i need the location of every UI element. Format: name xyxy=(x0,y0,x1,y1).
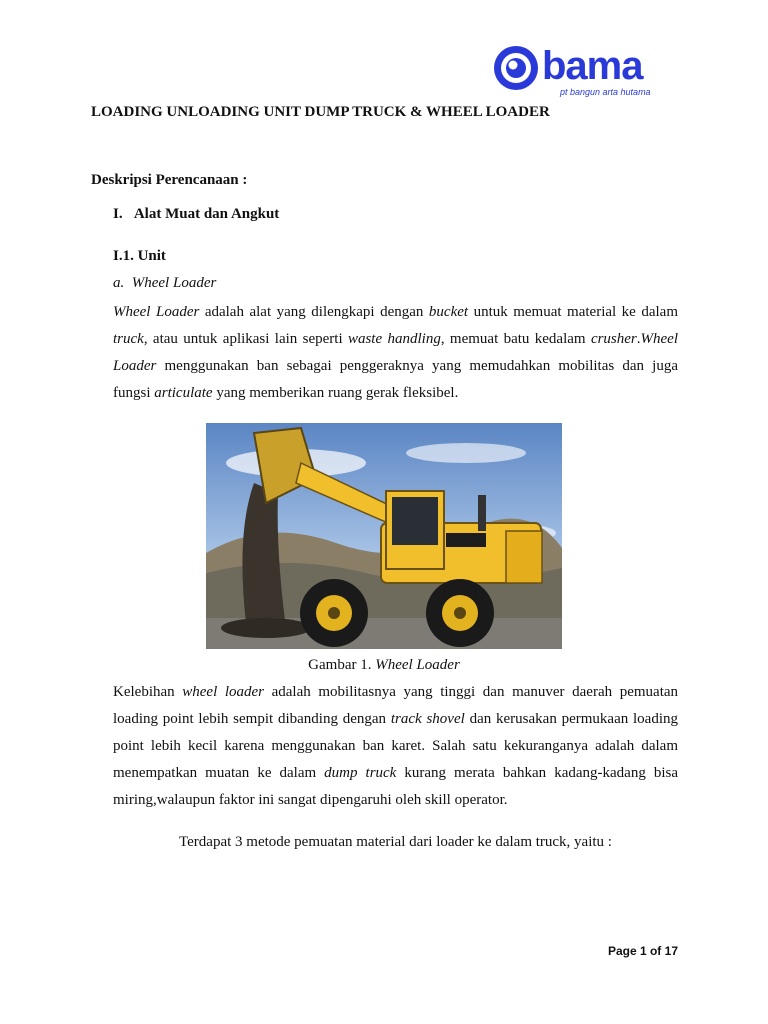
page-current: 1 xyxy=(639,944,647,958)
document-title: LOADING UNLOADING UNIT DUMP TRUCK & WHEEL LOADER xyxy=(91,104,550,120)
text-span: untuk memuat material ke dalam xyxy=(468,304,678,320)
text-span: wheel loader xyxy=(182,684,265,700)
wheel-loader-illustration xyxy=(206,423,562,649)
bama-logo-icon xyxy=(492,44,546,98)
text-span: yang memberikan ruang gerak fleksibel. xyxy=(212,385,459,401)
deskripsi-heading: Deskripsi Perencanaan : xyxy=(91,172,248,188)
caption-italic: Wheel Loader xyxy=(375,657,460,673)
text-span: waste handling xyxy=(347,331,441,347)
page-number xyxy=(560,944,678,958)
text-span: crusher xyxy=(590,331,637,347)
sub-item-a xyxy=(113,275,216,292)
text-span: , atau untuk aplikasi lain seperti xyxy=(143,331,348,347)
subsection-heading-1-1: I.1. Unit xyxy=(113,248,166,264)
text-span: dan kerusakan permukaan loading point lebih kecil karena menggunakan ban karet. Salah satu kekuranganya adalah dalam menempatkan muatan ke dalam xyxy=(113,711,679,781)
text-span: kurang merata bahkan kadang-kadang bisa miring,walaupun faktor ini sangat dipengaruhi oleh skill operator. xyxy=(113,765,678,808)
page-prefix: Page xyxy=(607,944,640,958)
text-span: menggunakan ban sebagai penggeraknya yang memudahkan mobilitas dan juga fungsi xyxy=(113,358,678,401)
sub-item-letter: a. xyxy=(113,275,125,291)
methods-intro: Terdapat 3 metode pemuatan material dari loader ke dalam truck, yaitu : xyxy=(179,834,612,850)
text-span: . xyxy=(636,331,641,347)
page-total: 17 xyxy=(664,944,678,958)
text-span: track shovel xyxy=(390,711,465,727)
section-number: I. xyxy=(113,206,123,222)
sub-item-label: Wheel Loader xyxy=(131,275,217,291)
logo-wordmark: bama xyxy=(542,44,643,88)
text-span: adalah mobilitasnya yang tinggi dan manuver daerah pemuatan loading point lebih sempit dibanding dengan xyxy=(113,684,679,727)
paragraph-advantages xyxy=(113,679,678,814)
wheel-loader-photo xyxy=(206,423,562,649)
section-heading-1 xyxy=(113,206,279,223)
text-span: adalah alat yang dilengkapi dengan xyxy=(199,304,429,320)
text-span: truck xyxy=(113,331,144,347)
logo-subtitle: pt bangun arta hutama xyxy=(560,87,651,97)
figure-caption xyxy=(206,657,562,674)
text-span: , memuat batu kedalam xyxy=(440,331,591,347)
page-sep: of xyxy=(646,944,665,958)
text-span: Kelebihan xyxy=(113,684,183,700)
caption-prefix: Gambar 1. xyxy=(308,657,376,673)
text-span: bucket xyxy=(428,304,469,320)
text-span: dump truck xyxy=(324,765,397,781)
paragraph-wheel-loader-definition xyxy=(113,299,678,407)
text-span: articulate xyxy=(154,385,213,401)
text-span: Wheel Loader xyxy=(113,304,200,320)
text-span: Wheel Loader xyxy=(113,331,678,374)
section-label: Alat Muat dan Angkut xyxy=(133,206,280,222)
